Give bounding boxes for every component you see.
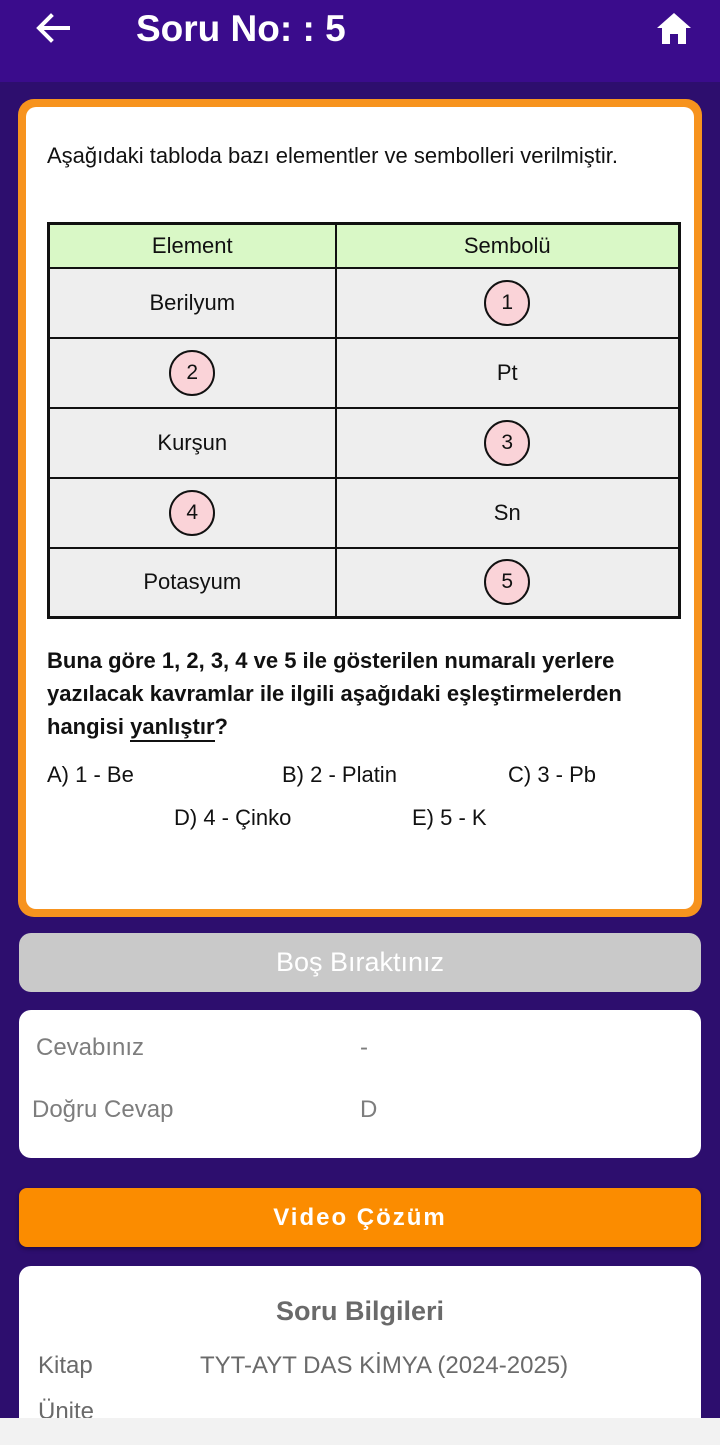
number-marker: 4	[169, 490, 215, 536]
video-solution-button[interactable]: Video Çözüm	[19, 1188, 701, 1247]
column-header-symbol: Sembolü	[336, 224, 680, 268]
question-card	[18, 99, 702, 917]
answer-status-badge: Boş Bıraktınız	[19, 933, 701, 992]
page-title: Soru No: : 5	[136, 8, 346, 49]
home-icon	[655, 11, 693, 45]
table-row	[49, 548, 680, 618]
element-table	[47, 222, 681, 619]
option-d[interactable]: D) 4 - Çinko	[174, 805, 292, 830]
question-info-card	[19, 1266, 701, 1418]
book-value: TYT-AYT DAS KİMYA (2024-2025)	[200, 1352, 569, 1379]
table-row	[49, 408, 680, 478]
number-marker: 1	[484, 280, 530, 326]
table-row	[49, 268, 680, 338]
option-a[interactable]: A) 1 - Be	[47, 762, 134, 787]
question-prompt-emphasis: yanlıştır	[130, 714, 214, 742]
info-title: Soru Bilgileri	[275, 1296, 445, 1326]
question-prompt-end: ?	[214, 714, 228, 739]
element-cell: Potasyum	[49, 548, 336, 618]
option-e[interactable]: E) 5 - K	[412, 805, 487, 830]
question-prompt-text: Buna göre 1, 2, 3, 4 ve 5 ile gösterilen numaralı yerlere yazılacak kavramlar ile ilgili aşağıdaki eşleştirmelerden hangisi	[47, 648, 622, 739]
option-b[interactable]: B) 2 - Platin	[282, 762, 397, 787]
question-intro: Aşağıdaki tabloda bazı elementler ve sembolleri verilmiştir.	[47, 143, 619, 168]
your-answer-label: Cevabınız	[36, 1034, 145, 1061]
question-prompt	[47, 644, 667, 743]
answer-card	[19, 1010, 701, 1158]
symbol-cell	[336, 548, 680, 618]
number-marker: 2	[169, 350, 215, 396]
symbol-cell: Pt	[336, 338, 680, 408]
symbol-cell	[336, 268, 680, 338]
correct-answer-label: Doğru Cevap	[32, 1096, 174, 1123]
symbol-cell	[336, 408, 680, 478]
element-cell	[49, 478, 336, 548]
number-marker: 5	[484, 559, 530, 605]
bottom-strip	[0, 1418, 720, 1445]
symbol-cell: Sn	[336, 478, 680, 548]
table-row	[49, 338, 680, 408]
arrow-left-icon	[36, 13, 70, 43]
column-header-element: Element	[49, 224, 336, 268]
element-cell	[49, 338, 336, 408]
table-header-row	[49, 224, 680, 268]
option-c[interactable]: C) 3 - Pb	[508, 762, 597, 787]
top-app-bar	[0, 0, 720, 82]
your-answer-value: -	[360, 1034, 368, 1061]
home-button[interactable]	[652, 6, 696, 50]
back-button[interactable]	[32, 8, 74, 48]
number-marker: 3	[484, 420, 530, 466]
table-row	[49, 478, 680, 548]
unit-label: Ünite	[38, 1398, 95, 1418]
correct-answer-value: D	[360, 1096, 378, 1123]
element-cell: Berilyum	[49, 268, 336, 338]
element-cell: Kurşun	[49, 408, 336, 478]
book-label: Kitap	[38, 1352, 93, 1379]
question-card-body	[26, 107, 694, 909]
